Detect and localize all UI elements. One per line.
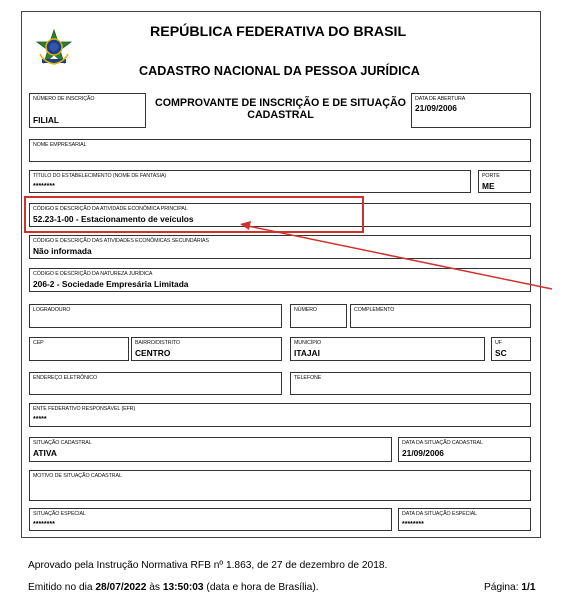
aprovado-text: Aprovado pela Instrução Normativa RFB nº 1.863, de 27 de dezembro de 2018. [28,560,388,571]
field-label: ENDEREÇO ELETRÔNICO [33,375,98,381]
field-label: DATA DA SITUAÇÃO ESPECIAL [402,511,478,517]
field-value: FILIAL [33,115,60,125]
titulo-estabelecimento-field [29,170,471,193]
logradouro-field [29,304,282,328]
natureza-juridica-field [29,268,531,292]
emitido-time: 13:50:03 [162,582,204,593]
field-value: ITAJAI [294,348,320,358]
field-value: ATIVA [33,448,57,458]
situacao-cadastral-field [29,437,392,462]
data-abertura-field [411,93,531,128]
republica-heading: REPÚBLICA FEDERATIVA DO BRASIL [150,24,407,40]
page-value: 1/1 [521,582,536,593]
field-label: SITUAÇÃO ESPECIAL [33,511,86,517]
highlight-box [24,196,364,233]
field-value: Não informada [33,246,92,256]
porte-field [478,170,531,193]
field-value: 206-2 - Sociedade Empresária Limitada [33,279,189,289]
field-value: ******** [33,183,55,190]
field-label: ENTE FEDERATIVO RESPONSÁVEL (EFR) [33,406,136,412]
field-label: UF [495,340,502,346]
field-value: 21/09/2006 [402,448,444,458]
field-value: SC [495,348,507,358]
field-value: ME [482,181,495,191]
field-value: ***** [33,416,47,423]
emitido-text [28,582,319,593]
field-label: CEP [33,340,44,346]
field-label: TÍTULO DO ESTABELECIMENTO (NOME DE FANTASIA) [33,173,167,179]
field-value: ******** [402,521,424,528]
field-value: 21/09/2006 [415,103,457,113]
field-label: MOTIVO DE SITUAÇÃO CADASTRAL [33,473,122,479]
data-situacao-cadastral-field [398,437,531,462]
numero-field [290,304,347,328]
efr-field [29,403,531,427]
field-label: PORTE [482,173,500,179]
municipio-field [290,337,485,361]
page-number [484,582,536,593]
field-label: CÓDIGO E DESCRIÇÃO DA ATIVIDADE ECONÔMICA PRINCIPAL [33,206,188,212]
field-label: TELEFONE [294,375,322,381]
uf-field [491,337,531,361]
field-label: CÓDIGO E DESCRIÇÃO DAS ATIVIDADES ECONÔMICAS SECUNDÁRIAS [33,238,209,244]
data-situacao-especial-field [398,508,531,531]
field-label: DATA DA SITUAÇÃO CADASTRAL [402,440,483,446]
field-label: SITUAÇÃO CADASTRAL [33,440,92,446]
field-label: CÓDIGO E DESCRIÇÃO DA NATUREZA JURÍDICA [33,271,153,277]
bairro-field [131,337,282,361]
field-label: COMPLEMENTO [354,307,395,313]
comprovante-title: COMPROVANTE DE INSCRIÇÃO E DE SITUAÇÃO CADASTRAL [155,97,406,121]
field-value: ******** [33,521,55,528]
emitido-mid: às [146,582,163,593]
field-label: MUNICÍPIO [294,340,322,346]
cadastro-heading: CADASTRO NACIONAL DA PESSOA JURÍDICA [139,64,420,78]
atividades-secundarias-field [29,235,531,259]
motivo-situacao-field [29,470,531,501]
field-value: CENTRO [135,348,171,358]
telefone-field [290,372,531,395]
emitido-date: 28/07/2022 [95,582,147,593]
cep-field [29,337,129,361]
field-label: BAIRRO/DISTRITO [135,340,180,346]
endereco-eletronico-field [29,372,282,395]
field-label: NÚMERO [294,307,317,313]
field-label: LOGRADOURO [33,307,71,313]
page-label: Página: [484,582,522,593]
field-label: NOME EMPRESARIAL [33,142,87,148]
field-label: NÚMERO DE INSCRIÇÃO [33,96,95,102]
numero-inscricao-field [29,93,146,128]
emitido-suffix: (data e hora de Brasília). [203,582,319,593]
emitido-prefix: Emitido no dia [28,582,96,593]
field-label: DATA DE ABERTURA [415,96,466,102]
nome-empresarial-field [29,139,531,162]
situacao-especial-field [29,508,392,531]
complemento-field [350,304,531,328]
field-value: 52.23-1-00 - Estacionamento de veículos [33,214,194,224]
